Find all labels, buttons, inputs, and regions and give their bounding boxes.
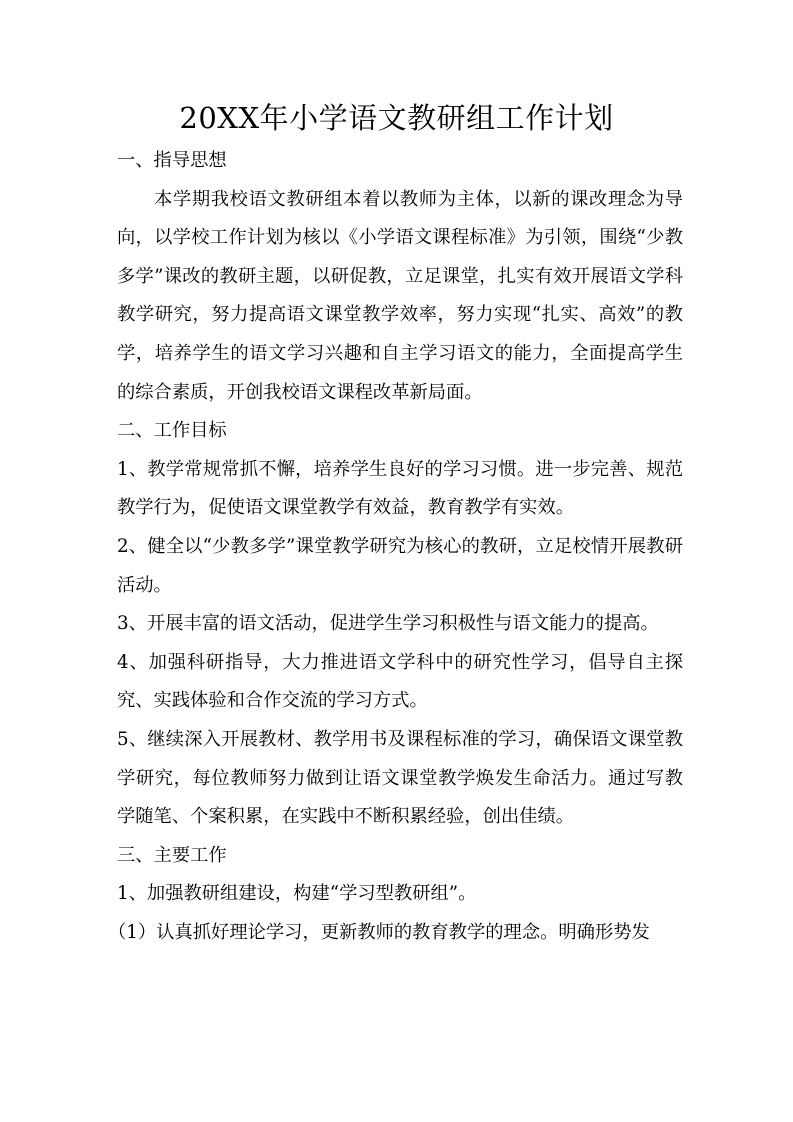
document-body — [108, 142, 683, 952]
work-goal-item-5: 5、继续深入开展教材、教学用书及课程标准的学习，确保语文课堂教学研究，每位教师努力做到让语文课堂教学焕发生命活力。通过写教学随笔、个案积累，在实践中不断积累经验，创出佳绩。 — [117, 728, 683, 828]
work-goal-item-3: 3、开展丰富的语文活动，促进学生学习积极性与语文能力的提高。 — [117, 613, 659, 635]
work-goal-item-4: 4、加强科研指导，大力推进语文学科中的研究性学习，倡导自主探究、实践体验和合作交流的学习方式。 — [117, 651, 683, 712]
guiding-ideology-paragraph: 本学期我校语文教研组本着以教师为主体，以新的课改理念为导向，以学校工作计划为核以《小学语文课程标准》为引领，围绕“少教多学”课改的教研主题，以研促教，立足课堂，扎实有效开展语文学科教学研究，努力提高语文课堂教学效率，努力实现“扎实、高效”的教学，培养学生的语文学习兴趣和自主学习语文的能力，全面提高学生的综合素质，开创我校语文课程改革新局面。 — [117, 188, 683, 403]
section-heading-main-work: 三、主要工作 — [117, 844, 227, 866]
work-goal-item-2: 2、健全以“少教多学”课堂教学研究为核心的教研，立足校情开展教研活动。 — [117, 535, 683, 596]
main-work-subitem-1: （1）认真抓好理论学习，更新教师的教育教学的理念。明确形势发 — [108, 921, 650, 943]
section-heading-work-goals: 二、工作目标 — [117, 420, 227, 442]
work-goal-item-1: 1、教学常规常抓不懈，培养学生良好的学习习惯。进一步完善、规范教学行为，促使语文课堂教学有效益，教育教学有实效。 — [117, 458, 683, 519]
main-work-item-1: 1、加强教研组建设，构建“学习型教研组”。 — [117, 883, 477, 905]
document-title: 20XX年小学语文教研组工作计划 — [179, 101, 614, 135]
section-heading-guiding-ideology: 一、指导思想 — [117, 150, 227, 171]
